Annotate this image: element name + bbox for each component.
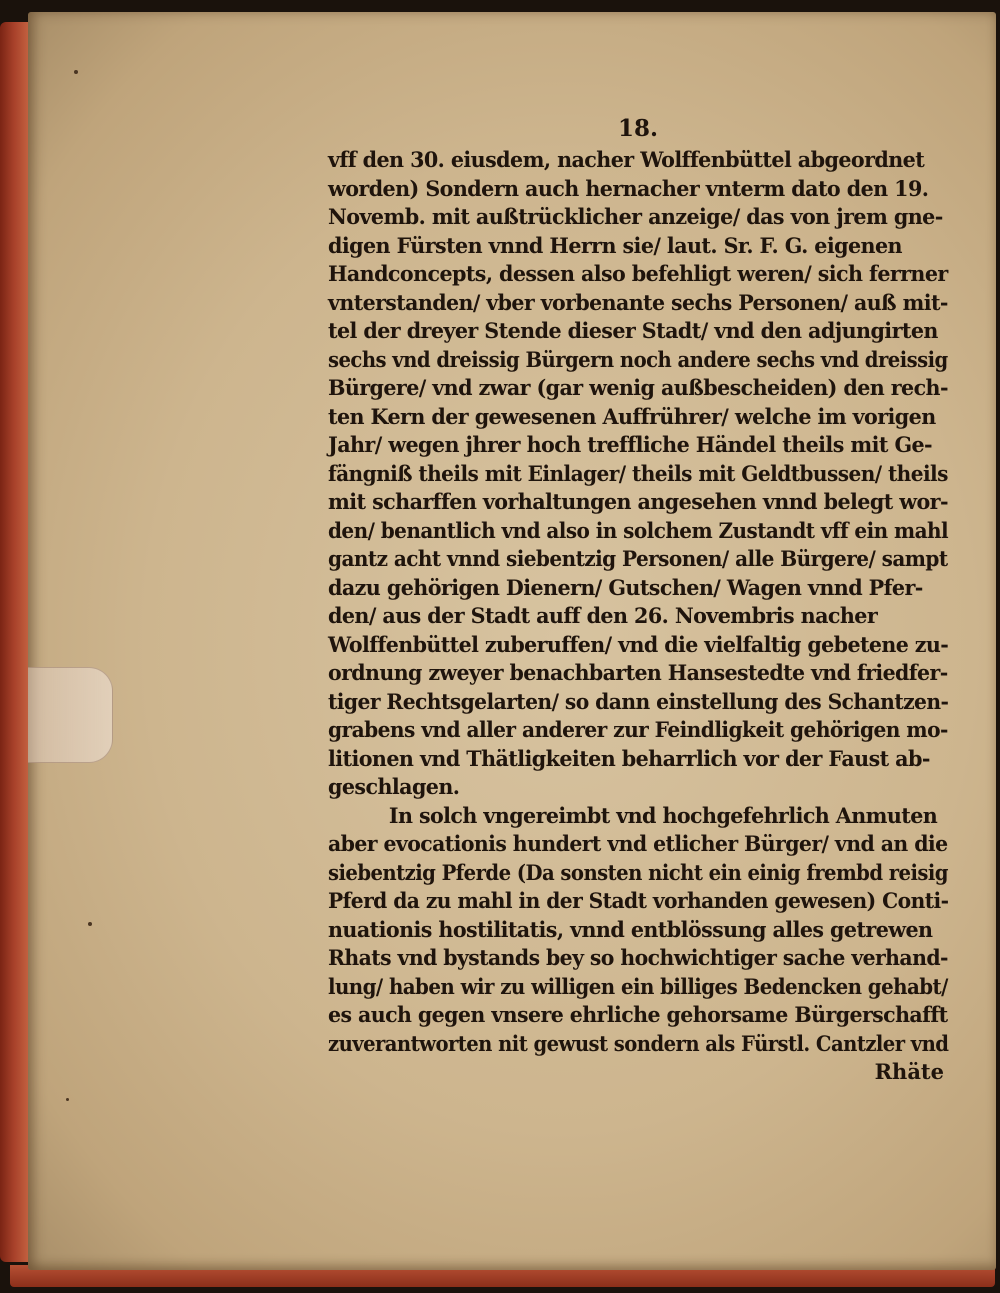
text-line: sechs vnd dreissig Bürgern noch andere sechs vnd dreissig xyxy=(328,346,948,372)
text-line: vnterstanden/ vber vorbenante sechs Personen/ auß mit- xyxy=(328,289,948,315)
page-tab-marker xyxy=(28,667,113,763)
text-line: mit scharffen vorhaltungen angesehen vnnd belegt wor- xyxy=(328,489,948,514)
paragraph-2 xyxy=(328,802,958,1059)
text-line: vff den 30. eiusdem, nacher Wolffenbüttel abgeordnet xyxy=(328,147,925,172)
printed-text-block xyxy=(328,112,958,1086)
text-line: es auch gegen vnsere ehrliche gehorsame Bürgerschafft xyxy=(328,1002,948,1027)
page-number: 18. xyxy=(617,115,658,142)
text-line: Rhats vnd bystands bey so hochwichtiger sache verhand- xyxy=(328,945,948,970)
text-line: nuationis hostilitatis, vnnd entblössung alles getrewen xyxy=(328,916,933,942)
text-line: worden) Sondern auch hernacher vnterm dato den 19. xyxy=(328,175,929,201)
text-line: Jahr/ wegen jhrer hoch treffliche Händel theils mit Ge- xyxy=(328,432,933,457)
text-line: aber evocationis hundert vnd etlicher Bürger/ vnd an die xyxy=(328,831,948,856)
paper-speck xyxy=(66,1098,69,1101)
text-line: litionen vnd Thätligkeiten beharrlich vor der Faust ab- xyxy=(328,745,930,771)
text-line: lung/ haben wir zu willigen ein billiges Bedencken gehabt/ xyxy=(328,973,948,999)
text-line: Bürgere/ vnd zwar (gar wenig außbescheiden) den rech- xyxy=(328,375,948,400)
text-line: dazu gehörigen Dienern/ Gutschen/ Wagen vnnd Pfer- xyxy=(328,574,923,600)
text-line: digen Fürsten vnnd Herrn sie/ laut. Sr. F. G. eigenen xyxy=(328,232,902,258)
text-line: fängniß theils mit Einlager/ theils mit Geldtbussen/ theils xyxy=(328,460,948,486)
book-page xyxy=(28,12,996,1270)
text-line: Wolffenbüttel zuberuffen/ vnd die vielfaltig gebetene zu- xyxy=(328,631,949,657)
text-line: zuverantworten nit gewust sondern als Fürstl. Cantzler vnd xyxy=(328,1030,949,1056)
text-line: gantz acht vnnd siebentzig Personen/ alle Bürgere/ sampt xyxy=(328,546,948,571)
text-line: den/ aus der Stadt auff den 26. Novembris nacher xyxy=(328,603,878,628)
text-line: Handconcepts, dessen also befehligt weren/ sich ferrner xyxy=(328,261,948,286)
text-line: tiger Rechtsgelarten/ so dann einstellung des Schantzen- xyxy=(328,688,949,714)
text-line: siebentzig Pferde (Da sonsten nicht ein einig frembd reisig xyxy=(328,859,948,885)
paper-speck xyxy=(74,70,78,74)
text-line: Pferd da zu mahl in der Stadt vorhanden gewesen) Conti- xyxy=(328,888,949,913)
text-line: ordnung zweyer benachbarten Hansestedte vnd friedfer- xyxy=(328,660,948,685)
text-line: grabens vnd aller anderer zur Feindligkeit gehörigen mo- xyxy=(328,717,948,742)
text-line: tel der dreyer Stende dieser Stadt/ vnd den adjungirten xyxy=(328,318,938,343)
text-line: ten Kern der gewesenen Auffrührer/ welche im vorigen xyxy=(328,403,936,429)
catchword: Rhäte xyxy=(874,1059,944,1084)
text-line: In solch vngereimbt vnd hochgefehrlich Anmuten xyxy=(388,802,938,828)
text-line: Novemb. mit außtrücklicher anzeige/ das von jrem gne- xyxy=(328,204,943,229)
paragraph-1 xyxy=(328,146,958,802)
text-line: geschlagen. xyxy=(328,774,460,799)
text-line: den/ benantlich vnd also in solchem Zustandt vff ein mahl xyxy=(328,517,949,543)
paper-speck xyxy=(88,922,92,926)
